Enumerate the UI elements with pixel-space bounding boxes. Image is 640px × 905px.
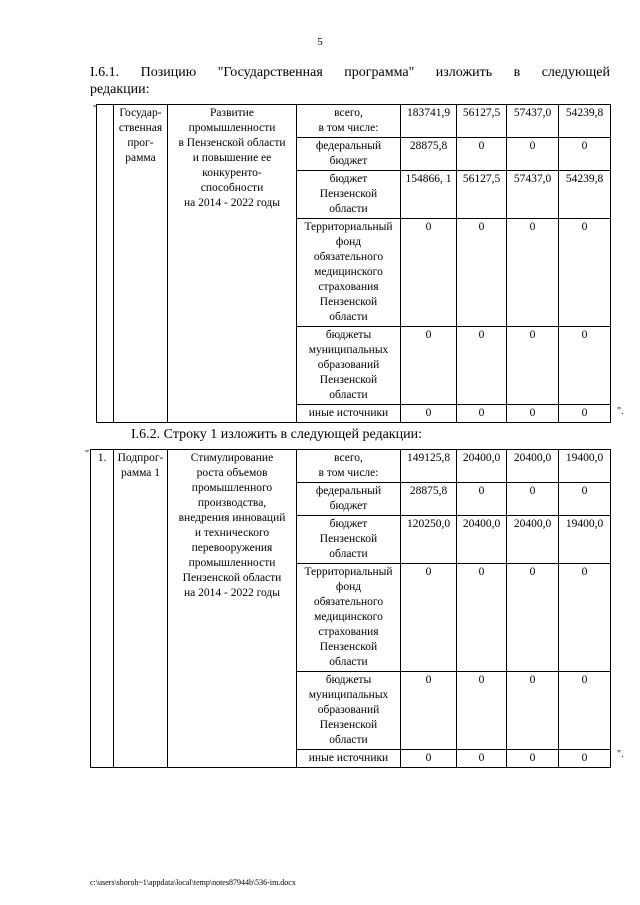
- table-row: [97, 105, 611, 138]
- amount-cell-3: 57437,0: [507, 105, 559, 138]
- row-number-cell: [97, 105, 114, 423]
- amount-cell-2: 0: [457, 219, 507, 327]
- status-cell: Государ- ственная прог- рамма: [114, 105, 168, 423]
- table-row: [91, 450, 611, 483]
- quote-open-1: ": [93, 104, 98, 115]
- program-title-cell: Развитие промышленности в Пензенской области и повышение ее конкуренто- способности на 2014 - 2022 годы: [168, 105, 297, 423]
- amount-cell-3: 20400,0: [507, 450, 559, 483]
- funding-source-cell: всего, в том числе:: [297, 105, 401, 138]
- section-1-heading-continued: редакции:: [90, 82, 150, 97]
- quote-close-1: ".: [617, 406, 624, 417]
- amount-cell-2: 56127,5: [457, 105, 507, 138]
- amount-cell-1: 0: [401, 564, 457, 672]
- funding-source-cell: Территориальный фонд обязательного медицинского страхования Пензенской области: [297, 219, 401, 327]
- amount-cell-4: 0: [559, 327, 611, 405]
- section-1-heading: I.6.1. Позицию "Государственная программа" изложить в следующей: [90, 65, 610, 80]
- amount-cell-4: 0: [559, 672, 611, 750]
- amount-cell-4: 0: [559, 138, 611, 171]
- amount-cell-1: 28875,8: [401, 138, 457, 171]
- program-title-cell: Стимулирование роста объемов промышленного производства, внедрения инноваций и технического перевооружения промышленности Пензенской области на 2014 - 2022 годы: [168, 450, 297, 768]
- amount-cell-3: 0: [507, 219, 559, 327]
- amount-cell-3: 0: [507, 564, 559, 672]
- amount-cell-2: 0: [457, 327, 507, 405]
- funding-source-cell: бюджеты муниципальных образований Пензенской области: [297, 327, 401, 405]
- amount-cell-4: 0: [559, 483, 611, 516]
- amount-cell-1: 0: [401, 405, 457, 423]
- amount-cell-1: 0: [401, 219, 457, 327]
- funding-source-cell: бюджеты муниципальных образований Пензенской области: [297, 672, 401, 750]
- page-number: 5: [317, 36, 323, 48]
- amount-cell-1: 0: [401, 750, 457, 768]
- row-number-cell: 1.: [91, 450, 114, 768]
- amount-cell-1: 120250,0: [401, 516, 457, 564]
- amount-cell-2: 0: [457, 750, 507, 768]
- funding-source-cell: иные источники: [297, 405, 401, 423]
- amount-cell-3: 20400,0: [507, 516, 559, 564]
- amount-cell-1: 154866, 1: [401, 171, 457, 219]
- amount-cell-2: 0: [457, 405, 507, 423]
- file-path-footer: c:\users\shoroh~1\appdata\local\temp\notes87944b\536-im.docx: [90, 878, 296, 887]
- amount-cell-4: 0: [559, 750, 611, 768]
- program-table: [96, 104, 611, 423]
- funding-source-cell: бюджет Пензенской области: [297, 171, 401, 219]
- quote-open-2: ": [85, 449, 90, 460]
- section-2-heading: I.6.2. Строку 1 изложить в следующей редакции:: [131, 427, 422, 442]
- amount-cell-2: 0: [457, 483, 507, 516]
- amount-cell-3: 0: [507, 327, 559, 405]
- amount-cell-3: 0: [507, 483, 559, 516]
- amount-cell-2: 0: [457, 564, 507, 672]
- amount-cell-3: 0: [507, 672, 559, 750]
- funding-source-cell: федеральный бюджет: [297, 483, 401, 516]
- amount-cell-1: 28875,8: [401, 483, 457, 516]
- amount-cell-3: 0: [507, 405, 559, 423]
- funding-source-cell: бюджет Пензенской области: [297, 516, 401, 564]
- amount-cell-2: 0: [457, 138, 507, 171]
- funding-source-cell: федеральный бюджет: [297, 138, 401, 171]
- subprogram-table: [90, 449, 611, 768]
- amount-cell-2: 0: [457, 672, 507, 750]
- quote-close-2: ".: [617, 749, 624, 760]
- funding-source-cell: всего, в том числе:: [297, 450, 401, 483]
- amount-cell-4: 19400,0: [559, 450, 611, 483]
- amount-cell-3: 57437,0: [507, 171, 559, 219]
- amount-cell-4: 54239,8: [559, 171, 611, 219]
- amount-cell-3: 0: [507, 750, 559, 768]
- amount-cell-1: 149125,8: [401, 450, 457, 483]
- amount-cell-1: 0: [401, 327, 457, 405]
- funding-source-cell: иные источники: [297, 750, 401, 768]
- amount-cell-4: 0: [559, 219, 611, 327]
- funding-source-cell: Территориальный фонд обязательного медицинского страхования Пензенской области: [297, 564, 401, 672]
- amount-cell-4: 0: [559, 405, 611, 423]
- amount-cell-2: 20400,0: [457, 516, 507, 564]
- amount-cell-4: 54239,8: [559, 105, 611, 138]
- amount-cell-1: 183741,9: [401, 105, 457, 138]
- amount-cell-4: 0: [559, 564, 611, 672]
- status-cell: Подпрог- рамма 1: [114, 450, 168, 768]
- amount-cell-4: 19400,0: [559, 516, 611, 564]
- amount-cell-2: 20400,0: [457, 450, 507, 483]
- amount-cell-2: 56127,5: [457, 171, 507, 219]
- amount-cell-1: 0: [401, 672, 457, 750]
- amount-cell-3: 0: [507, 138, 559, 171]
